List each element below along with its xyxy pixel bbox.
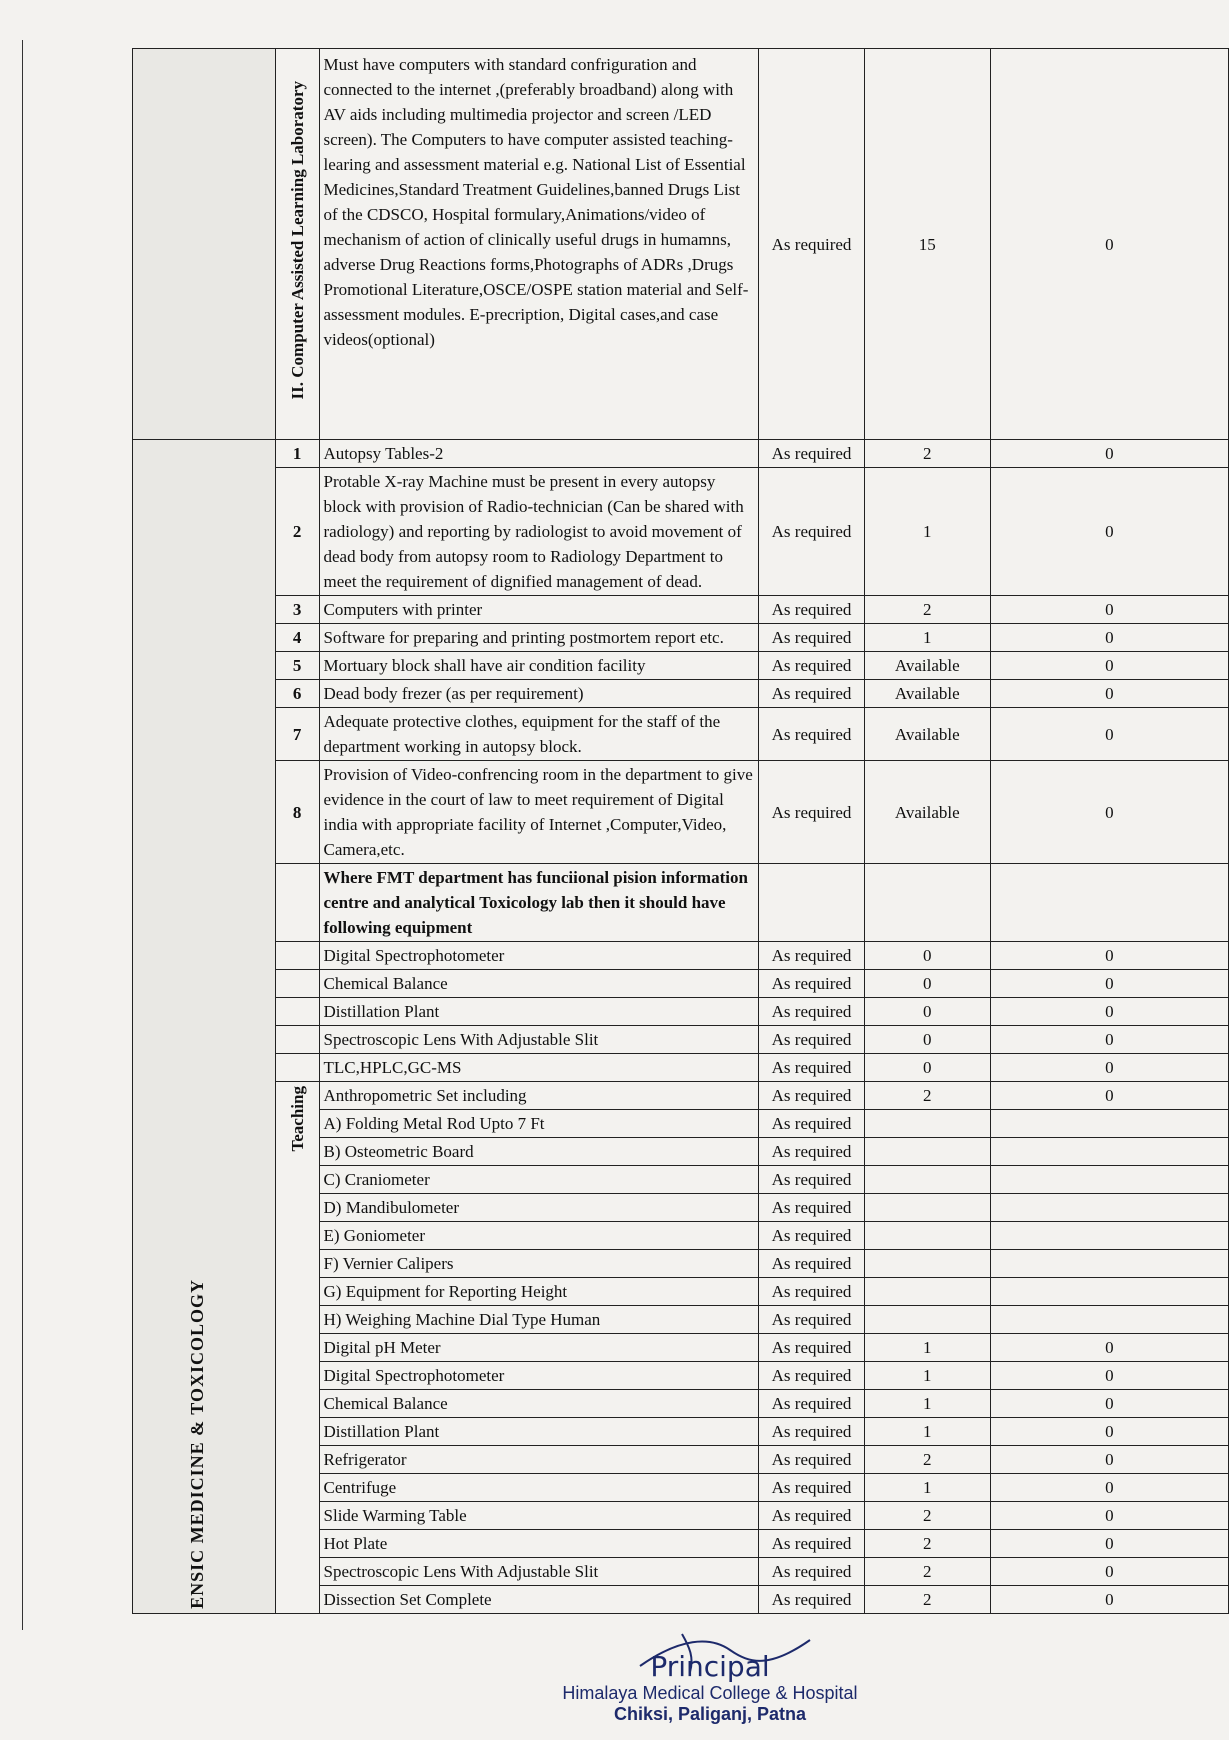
teaching-label: Teaching <box>287 1086 307 1152</box>
item-avail: 2 <box>864 1530 990 1558</box>
item-def: 0 <box>990 1334 1228 1362</box>
item-req: As required <box>759 1474 864 1502</box>
item-text: Slide Warming Table <box>319 1502 759 1530</box>
empty-req-cell <box>759 864 864 942</box>
item-req: As required <box>759 1530 864 1558</box>
item-avail <box>864 1138 990 1166</box>
item-def <box>990 1138 1228 1166</box>
item-avail <box>864 1278 990 1306</box>
numbered-item-row <box>133 596 1229 624</box>
item-avail <box>864 1250 990 1278</box>
item-def: 0 <box>990 1390 1228 1418</box>
item-avail: 2 <box>864 1446 990 1474</box>
item-avail: Available <box>864 680 990 708</box>
item-req: As required <box>759 761 864 864</box>
item-req: As required <box>759 1082 864 1110</box>
item-number: 1 <box>275 440 319 468</box>
item-def: 0 <box>990 942 1228 970</box>
item-text: Distillation Plant <box>319 1418 759 1446</box>
item-def: 0 <box>990 1082 1228 1110</box>
item-def: 0 <box>990 1586 1228 1614</box>
item-text: Chemical Balance <box>319 1390 759 1418</box>
item-text: Dead body frezer (as per requirement) <box>319 680 759 708</box>
item-avail <box>864 1222 990 1250</box>
item-number: 4 <box>275 624 319 652</box>
item-req: As required <box>759 970 864 998</box>
item-avail: 1 <box>864 1474 990 1502</box>
item-def: 0 <box>990 761 1228 864</box>
item-number: 3 <box>275 596 319 624</box>
computer-lab-row <box>133 49 1229 440</box>
signature-title: Principal <box>650 1650 770 1683</box>
item-req: As required <box>759 1502 864 1530</box>
item-req: As required <box>759 1558 864 1586</box>
computer-lab-description: Must have computers with standard confriguration and connected to the internet ,(preferably broadband) along with AV aids including multimedia projector and screen /LED screen). The Computers to have computer assisted teaching-learing and assessment material e.g. National List of Essential Medicines,Standard Treatment Guidelines,banned Drugs List of the CDSCO, Hospital formulary,Animations/video of mechanism of action of clinically useful drugs in humamns, adverse Drug Reactions forms,Photographs of ADRs ,Drugs Promotional Literature,OSCE/OSPE station material and Self-assessment modules. E-precription, Digital cases,and case videos(optional) <box>319 49 759 440</box>
item-def: 0 <box>990 1418 1228 1446</box>
item-req: As required <box>759 1306 864 1334</box>
numbered-item-row <box>133 468 1229 596</box>
item-def: 0 <box>990 440 1228 468</box>
item-text: Dissection Set Complete <box>319 1586 759 1614</box>
item-req: As required <box>759 1250 864 1278</box>
item-req: As required <box>759 624 864 652</box>
item-req: As required <box>759 468 864 596</box>
item-req: As required <box>759 680 864 708</box>
item-req: As required <box>759 998 864 1026</box>
empty-sec-cell <box>275 970 319 998</box>
item-text: Centrifuge <box>319 1474 759 1502</box>
toxicology_items-row <box>133 970 1229 998</box>
teaching_items-row <box>133 1082 1229 1110</box>
item-def <box>990 1166 1228 1194</box>
item-text: Mortuary block shall have air condition facility <box>319 652 759 680</box>
item-number: 7 <box>275 708 319 761</box>
item-avail: 2 <box>864 1502 990 1530</box>
empty-sec-cell <box>275 998 319 1026</box>
item-text: A) Folding Metal Rod Upto 7 Ft <box>319 1110 759 1138</box>
item-text: Hot Plate <box>319 1530 759 1558</box>
computer-lab-section-cell <box>275 49 319 440</box>
item-avail: 2 <box>864 440 990 468</box>
item-text: TLC,HPLC,GC-MS <box>319 1054 759 1082</box>
equipment-table-wrapper <box>132 48 1229 1614</box>
item-req: As required <box>759 708 864 761</box>
item-text: Provision of Video-confrencing room in the department to give evidence in the court of law to meet requirement of Digital india with appropriate facility of Internet ,Computer,Video, Camera,etc. <box>319 761 759 864</box>
item-text: Refrigerator <box>319 1446 759 1474</box>
item-avail: 2 <box>864 1586 990 1614</box>
department-label: ENSIC MEDICINE & TOXICOLOGY <box>187 1279 207 1609</box>
item-text: Distillation Plant <box>319 998 759 1026</box>
item-avail: 1 <box>864 1334 990 1362</box>
item-avail: 0 <box>864 970 990 998</box>
item-text: Spectroscopic Lens With Adjustable Slit <box>319 1026 759 1054</box>
toxicology_items-row <box>133 942 1229 970</box>
item-req: As required <box>759 652 864 680</box>
item-req: As required <box>759 1166 864 1194</box>
item-text: Software for preparing and printing postmortem report etc. <box>319 624 759 652</box>
item-req: As required <box>759 1138 864 1166</box>
item-req: As required <box>759 1390 864 1418</box>
empty-sec-cell <box>275 864 319 942</box>
item-avail: 0 <box>864 998 990 1026</box>
item-def <box>990 1194 1228 1222</box>
computer-lab-req: As required <box>759 49 864 440</box>
signature-block <box>500 1650 920 1725</box>
item-text: G) Equipment for Reporting Height <box>319 1278 759 1306</box>
item-def: 0 <box>990 998 1228 1026</box>
empty-sec-cell <box>275 1054 319 1082</box>
item-avail: 2 <box>864 596 990 624</box>
item-avail <box>864 1194 990 1222</box>
item-number: 8 <box>275 761 319 864</box>
item-def: 0 <box>990 1502 1228 1530</box>
item-avail: 1 <box>864 468 990 596</box>
item-def: 0 <box>990 652 1228 680</box>
item-req: As required <box>759 1418 864 1446</box>
item-def: 0 <box>990 970 1228 998</box>
item-def: 0 <box>990 624 1228 652</box>
item-text: H) Weighing Machine Dial Type Human <box>319 1306 759 1334</box>
numbered-item-row <box>133 440 1229 468</box>
computer-lab-def: 0 <box>990 49 1228 440</box>
item-avail: 1 <box>864 1362 990 1390</box>
equipment-table <box>132 48 1229 1614</box>
numbered-item-row <box>133 652 1229 680</box>
item-def: 0 <box>990 680 1228 708</box>
item-text: Protable X-ray Machine must be present in every autopsy block with provision of Radio-technician (Can be shared with radiology) and reporting by radiologist to avoid movement of dead body from autopsy room to Radiology Department to meet the requirement of dignified management of dead. <box>319 468 759 596</box>
item-def: 0 <box>990 1558 1228 1586</box>
item-avail: 1 <box>864 1390 990 1418</box>
item-def: 0 <box>990 708 1228 761</box>
item-avail: Available <box>864 652 990 680</box>
item-def: 0 <box>990 1054 1228 1082</box>
item-number: 6 <box>275 680 319 708</box>
item-def: 0 <box>990 1026 1228 1054</box>
item-avail: 0 <box>864 1054 990 1082</box>
item-req: As required <box>759 1586 864 1614</box>
item-text: Spectroscopic Lens With Adjustable Slit <box>319 1558 759 1586</box>
item-text: C) Craniometer <box>319 1166 759 1194</box>
item-def <box>990 1222 1228 1250</box>
numbered-item-row <box>133 680 1229 708</box>
numbered-item-row <box>133 761 1229 864</box>
empty-def-cell <box>990 864 1228 942</box>
item-text: F) Vernier Calipers <box>319 1250 759 1278</box>
toxicology-heading-row <box>133 864 1229 942</box>
empty-sec-cell <box>275 942 319 970</box>
item-req: As required <box>759 1026 864 1054</box>
item-def: 0 <box>990 1362 1228 1390</box>
item-def: 0 <box>990 1474 1228 1502</box>
item-avail: 0 <box>864 1026 990 1054</box>
item-def: 0 <box>990 1530 1228 1558</box>
item-req: As required <box>759 1110 864 1138</box>
item-def: 0 <box>990 468 1228 596</box>
item-avail: 2 <box>864 1082 990 1110</box>
item-req: As required <box>759 1278 864 1306</box>
item-text: Autopsy Tables-2 <box>319 440 759 468</box>
item-text: B) Osteometric Board <box>319 1138 759 1166</box>
empty-sec-cell <box>275 1026 319 1054</box>
signature-scribble-icon <box>620 1628 820 1678</box>
item-avail: 2 <box>864 1558 990 1586</box>
item-text: Anthropometric Set including <box>319 1082 759 1110</box>
page-margin-line <box>22 40 23 1630</box>
signature-institution: Himalaya Medical College & Hospital <box>562 1683 858 1703</box>
item-number: 5 <box>275 652 319 680</box>
item-text: Chemical Balance <box>319 970 759 998</box>
toxicology_items-row <box>133 1026 1229 1054</box>
item-text: Digital Spectrophotometer <box>319 942 759 970</box>
item-req: As required <box>759 1446 864 1474</box>
item-avail: Available <box>864 708 990 761</box>
item-def: 0 <box>990 1446 1228 1474</box>
numbered-item-row <box>133 708 1229 761</box>
item-text: D) Mandibulometer <box>319 1194 759 1222</box>
item-req: As required <box>759 942 864 970</box>
item-req: As required <box>759 1194 864 1222</box>
signature-address: Chiksi, Paliganj, Patna <box>613 1704 807 1724</box>
item-avail: 1 <box>864 1418 990 1446</box>
item-avail <box>864 1306 990 1334</box>
item-text: Adequate protective clothes, equipment for the staff of the department working in autopsy block. <box>319 708 759 761</box>
item-def <box>990 1110 1228 1138</box>
item-number: 2 <box>275 468 319 596</box>
item-req: As required <box>759 1362 864 1390</box>
item-avail: Available <box>864 761 990 864</box>
teaching-section-cell <box>275 1082 319 1614</box>
dept-cell <box>133 440 276 1614</box>
item-req: As required <box>759 596 864 624</box>
item-req: As required <box>759 1222 864 1250</box>
computer-lab-section-label: II. Computer Assisted Learning Laboratory <box>287 81 307 400</box>
toxicology-heading: Where FMT department has funciional pision information centre and analytical Toxicology lab then it should have following equipment <box>319 864 759 942</box>
dept-cell-top <box>133 49 276 440</box>
item-req: As required <box>759 1054 864 1082</box>
item-avail <box>864 1166 990 1194</box>
item-def <box>990 1278 1228 1306</box>
numbered-item-row <box>133 624 1229 652</box>
item-avail: 1 <box>864 624 990 652</box>
item-avail <box>864 1110 990 1138</box>
empty-avail-cell <box>864 864 990 942</box>
item-req: As required <box>759 1334 864 1362</box>
item-req: As required <box>759 440 864 468</box>
item-def: 0 <box>990 596 1228 624</box>
item-text: E) Goniometer <box>319 1222 759 1250</box>
item-text: Computers with printer <box>319 596 759 624</box>
item-def <box>990 1306 1228 1334</box>
computer-lab-avail: 15 <box>864 49 990 440</box>
toxicology_items-row <box>133 998 1229 1026</box>
item-text: Digital pH Meter <box>319 1334 759 1362</box>
toxicology_items-row <box>133 1054 1229 1082</box>
item-avail: 0 <box>864 942 990 970</box>
item-text: Digital Spectrophotometer <box>319 1362 759 1390</box>
item-def <box>990 1250 1228 1278</box>
